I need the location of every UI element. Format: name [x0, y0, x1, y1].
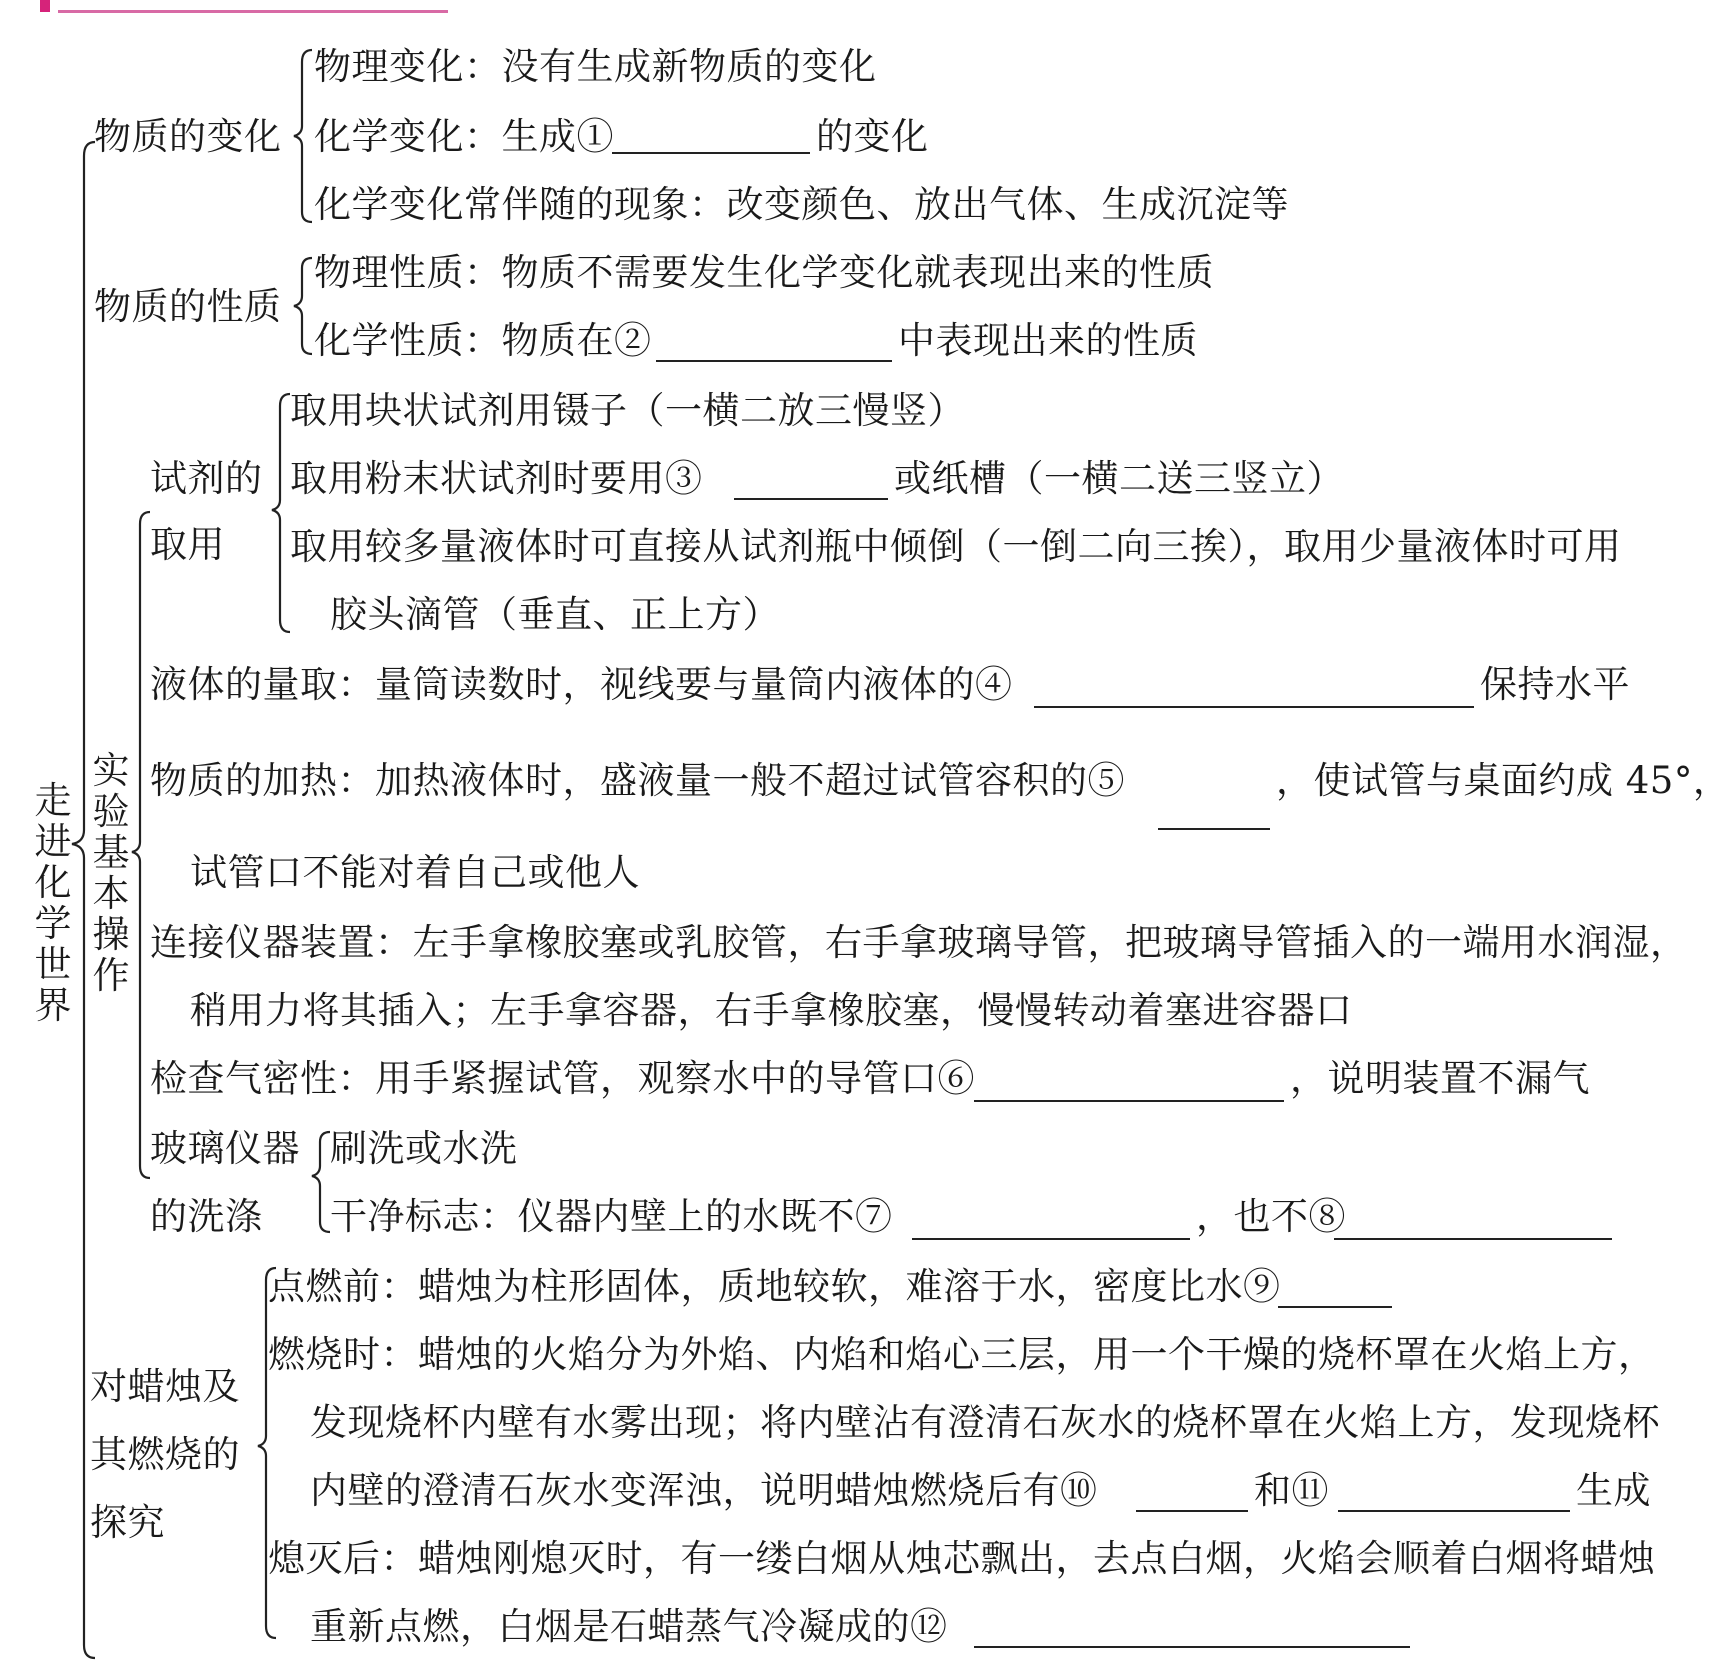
- heat-2: 试管口不能对着自己或他人: [190, 851, 640, 894]
- blank-9[interactable]: [1278, 1306, 1392, 1308]
- change-chemical-post: 的变化: [816, 115, 929, 158]
- candle-burning-3-post: 生成: [1576, 1469, 1651, 1512]
- candle-burning-1: 燃烧时：蜡烛的火焰分为外焰、内焰和焰心三层，用一个干燥的烧杯罩在火焰上方，: [268, 1333, 1656, 1376]
- candle-burning-2: 发现烧杯内壁有水雾出现；将内壁沾有澄清石灰水的烧杯罩在火焰上方，发现烧杯: [310, 1401, 1660, 1444]
- connect-2: 稍用力将其插入；左手拿容器，右手拿橡胶塞，慢慢转动着塞进容器口: [190, 989, 1353, 1032]
- blank-12[interactable]: [974, 1646, 1410, 1648]
- operation-brace: [132, 512, 150, 1178]
- reagent-label-2: 取用: [150, 523, 225, 566]
- blank-2[interactable]: [656, 360, 892, 362]
- change-phenomena: 化学变化常伴随的现象：改变颜色、放出气体、生成沉淀等: [314, 183, 1289, 226]
- candle-before-pre: 点燃前：蜡烛为柱形固体，质地较软，难溶于水，密度比水⑨: [268, 1265, 1281, 1308]
- reagent-powder-post: 或纸槽（一横二送三竖立）: [894, 457, 1344, 500]
- reagent-liquid-2: 胶头滴管（垂直、正上方）: [330, 593, 780, 636]
- blank-11[interactable]: [1338, 1510, 1570, 1512]
- operation-label: 实验基本操作: [92, 749, 130, 997]
- change-brace: [294, 50, 312, 222]
- candle-label-2: 其燃烧的: [90, 1433, 240, 1476]
- candle-after-1: 熄灭后：蜡烛刚熄灭时，有一缕白烟从烛芯飘出，去点白烟，火焰会顺着白烟将蜡烛: [268, 1537, 1656, 1580]
- change-label: 物质的变化: [94, 115, 282, 158]
- candle-burning-3-mid: 和⑪: [1254, 1469, 1329, 1512]
- measure-pre: 液体的量取：量筒读数时，视线要与量筒内液体的④: [150, 663, 1013, 706]
- change-chemical-pre: 化学变化：生成①: [314, 115, 614, 158]
- change-physical: 物理变化：没有生成新物质的变化: [314, 45, 877, 88]
- reagent-brace: [272, 394, 290, 632]
- heat-post: ，使试管与桌面约成 45°，: [1276, 759, 1731, 802]
- blank-6[interactable]: [974, 1100, 1284, 1102]
- reagent-liquid-1: 取用较多量液体时可直接从试剂瓶中倾倒（一倒二向三挨），取用少量液体时可用: [290, 525, 1622, 568]
- property-physical: 物理性质：物质不需要发生化学变化就表现出来的性质: [314, 251, 1214, 294]
- wash-1: 刷洗或水洗: [330, 1127, 518, 1170]
- blank-4[interactable]: [1034, 706, 1474, 708]
- reagent-powder-pre: 取用粉末状试剂时要用③: [290, 457, 703, 500]
- property-chemical-pre: 化学性质：物质在②: [314, 319, 652, 362]
- reagent-label-1: 试剂的: [150, 457, 263, 500]
- property-chemical-post: 中表现出来的性质: [898, 319, 1198, 362]
- candle-label-3: 探究: [90, 1501, 165, 1544]
- reagent-solid: 取用块状试剂用镊子（一横二放三慢竖）: [290, 389, 965, 432]
- heat-pre: 物质的加热：加热液体时，盛液量一般不超过试管容积的⑤: [150, 759, 1125, 802]
- candle-label-1: 对蜡烛及: [90, 1365, 240, 1408]
- blank-10[interactable]: [1136, 1510, 1248, 1512]
- wash-label-1: 玻璃仪器: [150, 1127, 300, 1170]
- candle-brace: [258, 1268, 276, 1638]
- airtight-pre: 检查气密性：用手紧握试管，观察水中的导管口⑥: [150, 1057, 975, 1100]
- blank-7[interactable]: [912, 1238, 1190, 1240]
- airtight-post: ，说明装置不漏气: [1290, 1057, 1590, 1100]
- wash-brace: [312, 1132, 330, 1232]
- blank-5[interactable]: [1158, 828, 1270, 830]
- measure-post: 保持水平: [1480, 663, 1630, 706]
- blank-8[interactable]: [1334, 1238, 1612, 1240]
- property-label: 物质的性质: [94, 285, 282, 328]
- candle-after-2-pre: 重新点燃，白烟是石蜡蒸气冷凝成的⑫: [310, 1605, 948, 1648]
- candle-burning-3-pre: 内壁的澄清石灰水变浑浊，说明蜡烛燃烧后有⑩: [310, 1469, 1098, 1512]
- root-title: 走进化学世界: [34, 779, 72, 1027]
- wash-2-mid: ，也不⑧: [1196, 1195, 1346, 1238]
- blank-3[interactable]: [734, 498, 888, 500]
- connect-1: 连接仪器装置：左手拿橡胶塞或乳胶管，右手拿玻璃导管，把玻璃导管插入的一端用水润湿，: [150, 921, 1688, 964]
- blank-1[interactable]: [612, 152, 810, 154]
- property-brace: [294, 258, 312, 354]
- wash-2-pre: 干净标志：仪器内壁上的水既不⑦: [330, 1195, 893, 1238]
- wash-label-2: 的洗涤: [150, 1195, 263, 1238]
